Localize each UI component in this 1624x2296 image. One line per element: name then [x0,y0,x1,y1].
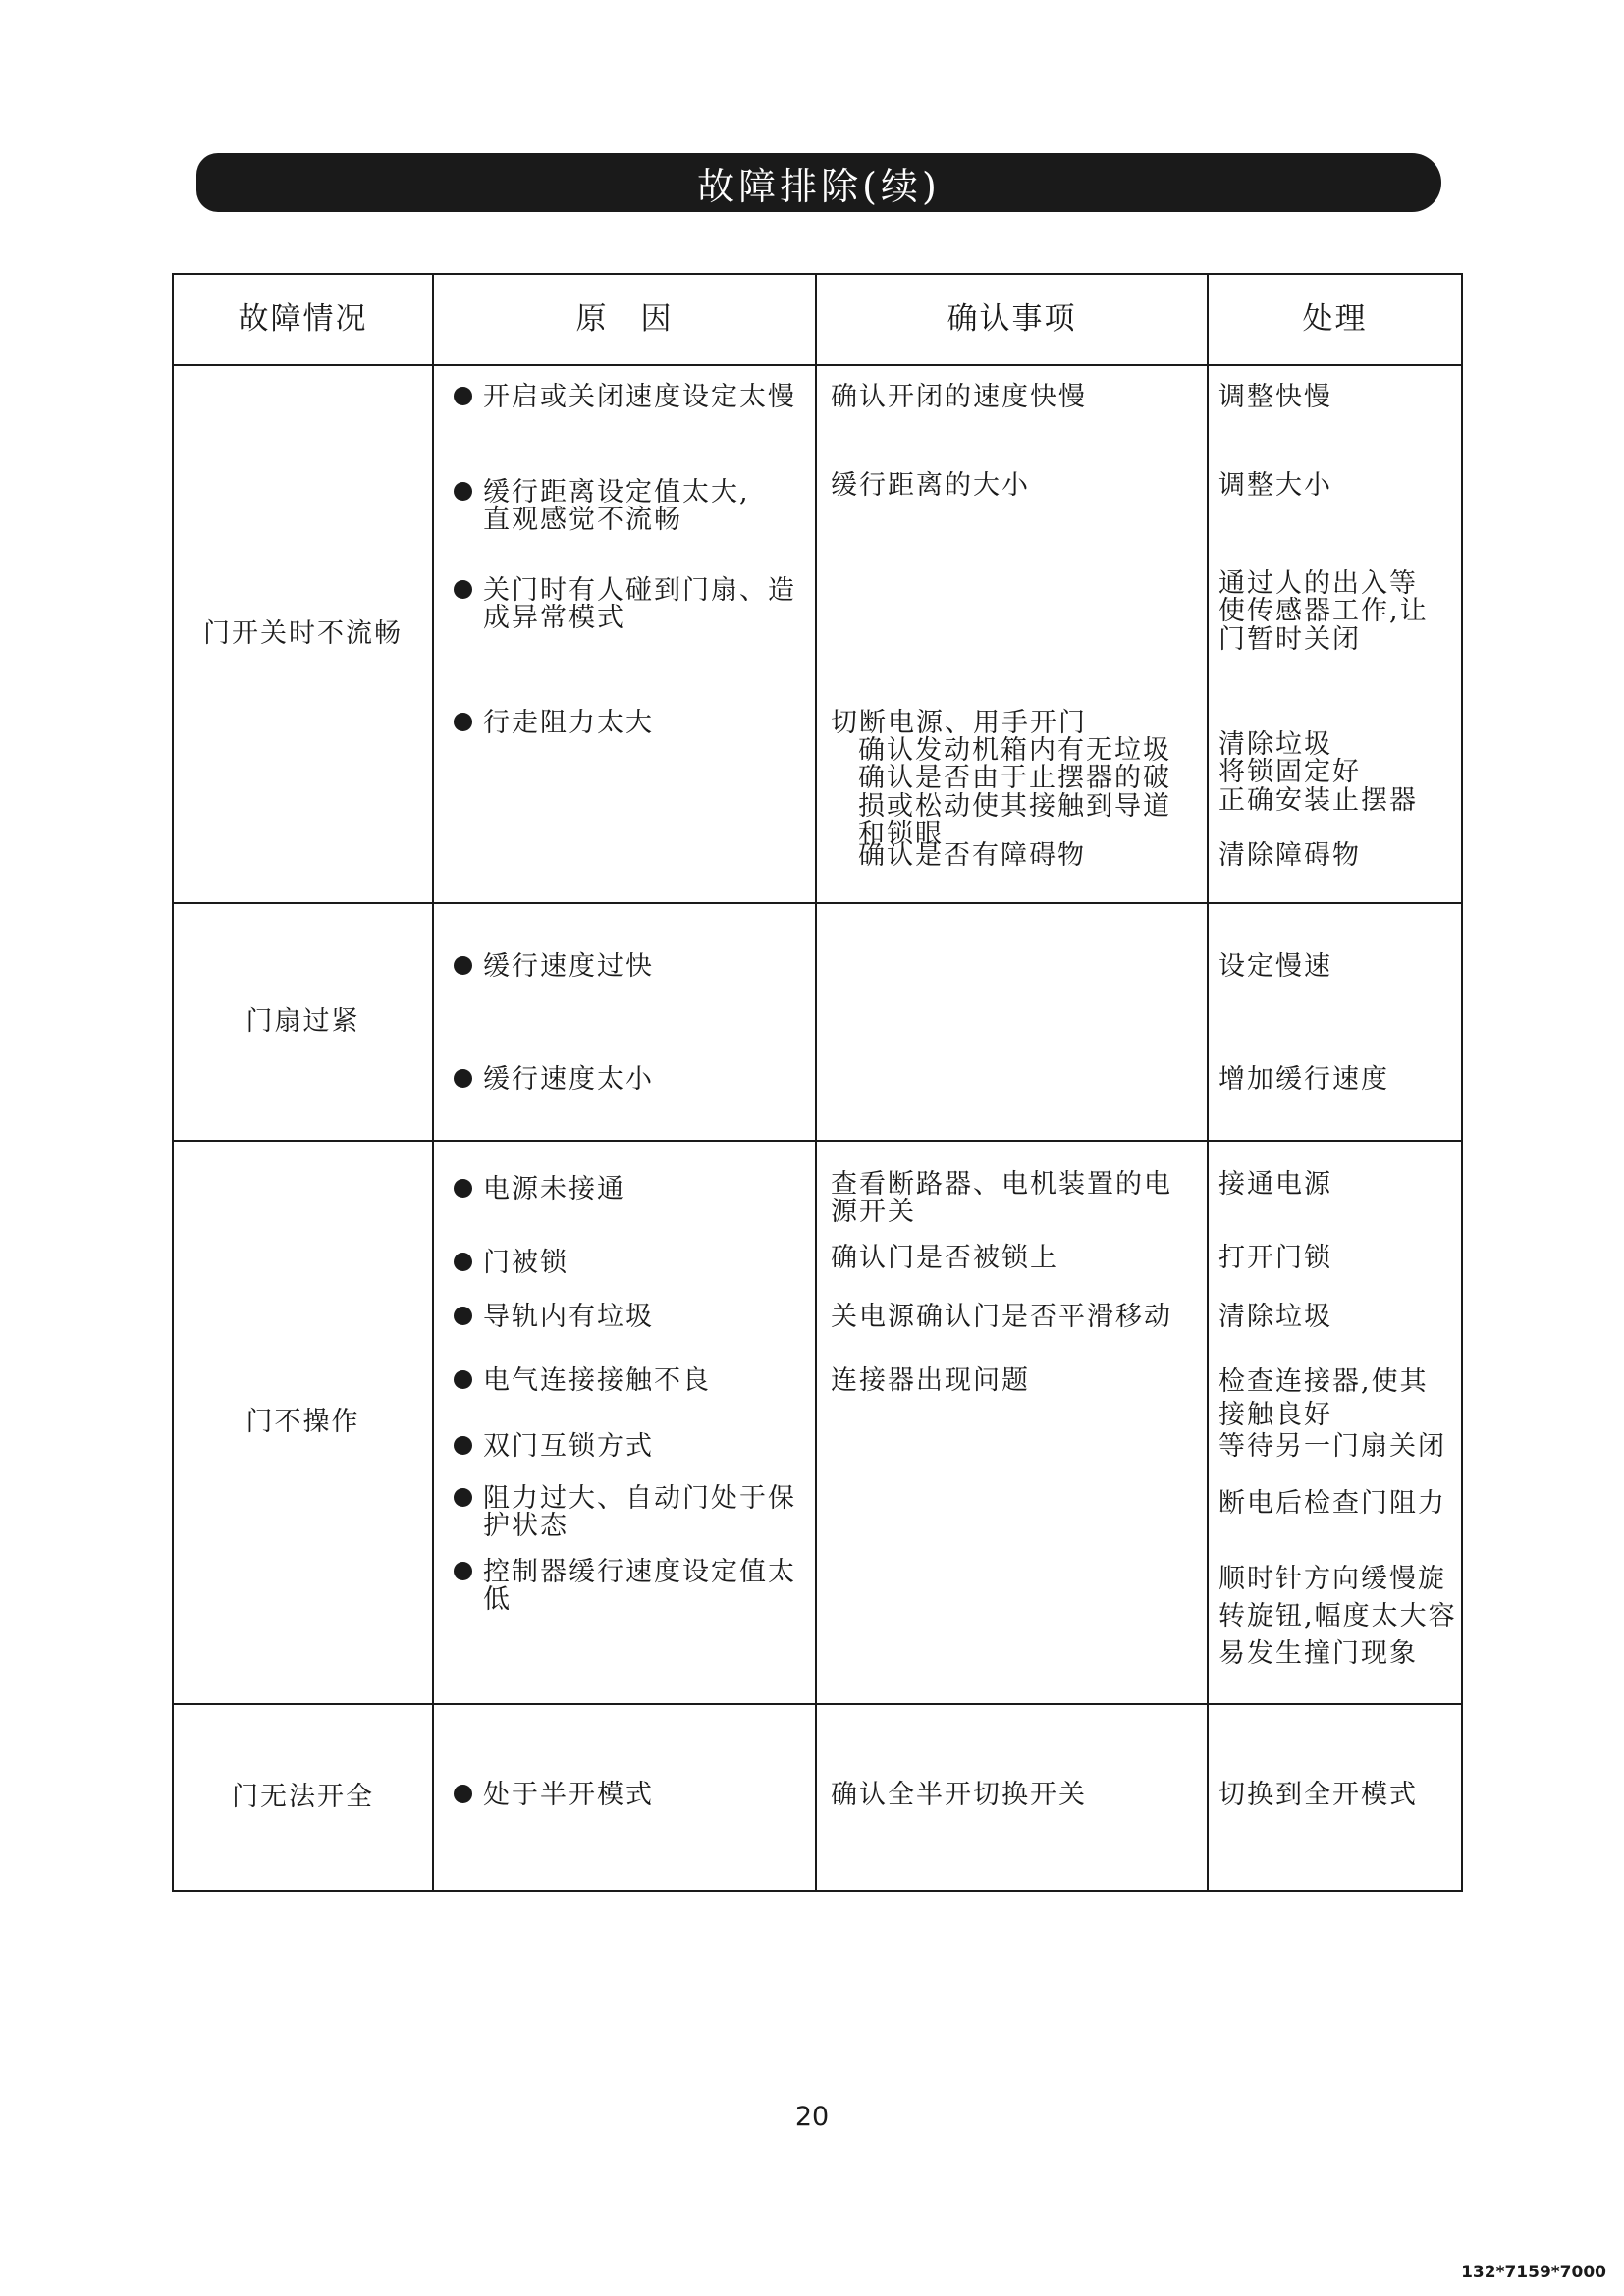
check-cell [816,903,1208,1141]
action-cell [1208,1704,1462,1891]
page-title [196,153,1441,212]
table-header-row [173,274,1462,365]
action-item: 顺时针方向缓慢旋 转旋钮,幅度太大容 易发生撞门现象 [1218,1564,1457,1669]
cause-item: 缓行速度太小 [434,1066,815,1094]
check-item: 缓行距离的大小 [831,470,1030,501]
page-title-text: 故障排除(续) [697,164,941,208]
cause-item: 阻力过大、自动门处于保 护状态 [434,1485,815,1541]
action-item: 打开门锁 [1218,1243,1332,1273]
cause-cell [433,1704,816,1891]
action-item: 切换到全开模式 [1218,1780,1418,1810]
cause-item: 电气连接接触不良 [434,1367,815,1395]
page-number: 20 [794,2102,830,2132]
bullet-icon [454,713,472,731]
table-row [173,365,1462,903]
action-item: 设定慢速 [1218,951,1332,982]
table-row [173,1704,1462,1891]
bullet-icon [454,1436,472,1455]
action-cell [1208,365,1462,903]
cause-item: 处于半开模式 [434,1782,815,1809]
fault-cell: 门扇过紧 [173,903,433,1141]
action-item: 增加缓行速度 [1218,1064,1389,1095]
action-cell [1208,1141,1462,1704]
check-item: 确认是否有障碍物 [858,840,1086,871]
cause-item: 双门互锁方式 [434,1433,815,1461]
bullet-icon [454,387,472,405]
action-item: 断电后检查门阻力 [1218,1488,1446,1519]
action-item: 清除垃圾 [1218,1302,1332,1332]
check-item: 连接器出现问题 [831,1365,1030,1396]
action-item: 接通电源 [1218,1169,1332,1200]
bullet-icon [454,1488,472,1507]
check-item: 关电源确认门是否平滑移动 [831,1302,1172,1332]
action-item: 清除垃圾 将锁固定好 正确安装止摆器 [1218,729,1418,816]
bullet-icon [454,1069,472,1088]
header-check: 确认事项 [816,274,1208,365]
cause-cell [433,903,816,1141]
check-cell [816,1141,1208,1704]
bullet-icon [454,580,472,599]
bullet-icon [454,482,472,501]
check-item: 确认门是否被锁上 [831,1243,1058,1273]
table-row [173,1141,1462,1704]
header-action: 处理 [1208,274,1462,365]
action-item: 调整大小 [1218,470,1332,501]
header-fault: 故障情况 [173,274,433,365]
check-item: 确认开闭的速度快慢 [831,382,1087,412]
fault-cell: 门开关时不流畅 [173,365,433,903]
cause-item: 缓行距离设定值太大, 直观感觉不流畅 [434,479,815,535]
cause-item: 关门时有人碰到门扇、造 成异常模式 [434,577,815,633]
cause-cell [433,365,816,903]
bullet-icon [454,1307,472,1325]
cause-item: 控制器缓行速度设定值太 低 [434,1559,815,1615]
cause-item: 行走阻力太大 [434,710,815,737]
bullet-icon [454,956,472,975]
action-item: 等待另一门扇关闭 [1218,1431,1446,1462]
cause-item: 导轨内有垃圾 [434,1304,815,1331]
check-item: 确认全半开切换开关 [831,1780,1087,1810]
bullet-icon [454,1562,472,1580]
check-cell [816,1704,1208,1891]
check-item: 查看断路器、电机装置的电 源开关 [831,1169,1172,1228]
action-item: 调整快慢 [1218,382,1332,412]
table-row [173,903,1462,1141]
cause-item: 门被锁 [434,1250,815,1277]
fault-cell: 门不操作 [173,1141,433,1704]
cause-item: 电源未接通 [434,1176,815,1203]
bullet-icon [454,1785,472,1803]
cause-item: 开启或关闭速度设定太慢 [434,384,815,411]
action-item: 通过人的出入等 使传感器工作,让 门暂时关闭 [1218,568,1429,655]
action-item: 清除障碍物 [1218,840,1361,871]
action-item: 检查连接器,使其 接触良好 [1218,1366,1429,1430]
fault-cell: 门无法开全 [173,1704,433,1891]
bullet-icon [454,1179,472,1198]
check-item: 切断电源、用手开门 [831,708,1087,738]
check-cell [816,365,1208,903]
action-cell [1208,903,1462,1141]
cause-item: 缓行速度过快 [434,953,815,981]
check-item: 确认发动机箱内有无垃圾 确认是否由于止摆器的破 损或松动使其接触到导道 和锁眼 [858,735,1171,850]
cause-cell [433,1141,816,1704]
bullet-icon [454,1370,472,1389]
troubleshooting-table [172,273,1463,1892]
print-code: 132*7159*7000 [1461,2263,1606,2282]
bullet-icon [454,1253,472,1271]
header-cause: 原 因 [433,274,816,365]
